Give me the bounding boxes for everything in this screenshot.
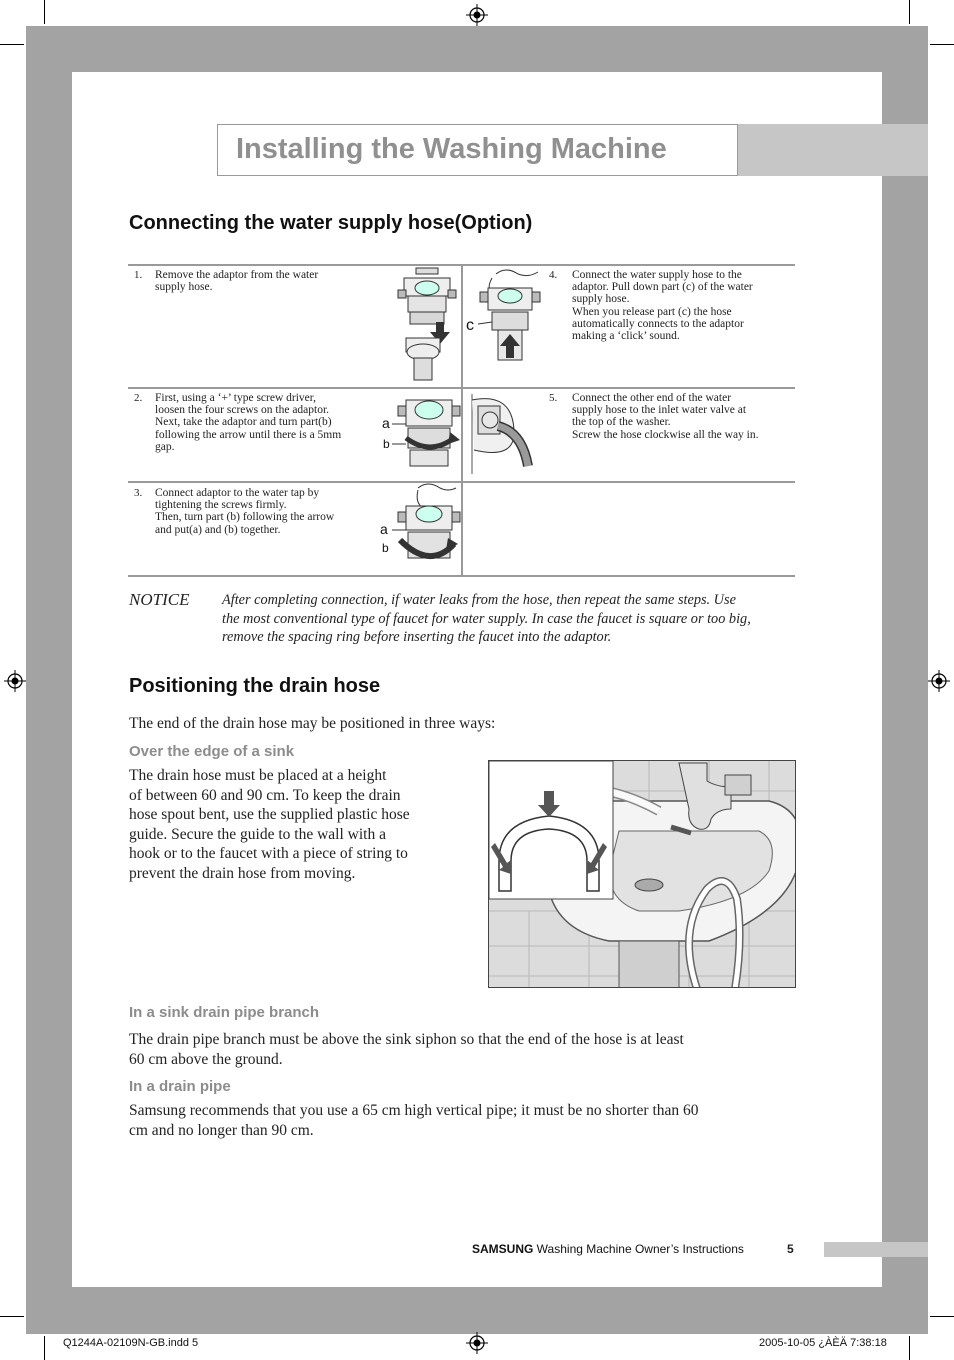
hose-connect-figure xyxy=(466,266,544,362)
label-b: b xyxy=(382,541,389,555)
subheading-drain-pipe: In a drain pipe xyxy=(129,1078,231,1095)
label-a: a xyxy=(380,521,388,537)
label-a: a xyxy=(382,415,390,431)
subheading-over-sink: Over the edge of a sink xyxy=(129,743,295,760)
registration-mark-icon xyxy=(4,670,26,692)
sink-pipe-branch-text: The drain pipe branch must be above the sink siphon so that the end of the hose is at least 60 cm above the ground. xyxy=(129,1031,684,1068)
page-number: 5 xyxy=(787,1242,794,1256)
over-sink-text: The drain hose must be placed at a height of between 60 and 90 cm. To keep the drain hose spout bent, use the supplied plastic hose guide. Secure the guide to the wall with a hook or to the faucet with a piece of string to prevent the drain hose from moving. xyxy=(129,767,410,882)
adaptor-tap-figure xyxy=(378,480,462,574)
footer-accent-bar xyxy=(824,1242,928,1257)
registration-mark-icon xyxy=(466,1332,488,1354)
registration-mark-icon xyxy=(928,670,950,692)
drain-pipe-text: Samsung recommends that you use a 65 cm high vertical pipe; it must be no shorter than 60 cm and no longer than 90 cm. xyxy=(129,1102,699,1139)
subheading-sink-pipe-branch: In a sink drain pipe branch xyxy=(129,1004,320,1021)
section-heading-drain-hose: Positioning the drain hose xyxy=(129,675,381,697)
page-frame-top xyxy=(26,26,928,72)
title-accent-bar xyxy=(738,124,928,176)
sink-drain-figure xyxy=(488,760,796,988)
slug-date: 2005-10-05 ¿ÀÈÄ 7:38:18 xyxy=(759,1337,887,1349)
page-title-box xyxy=(217,124,738,176)
notice-label: NOTICE xyxy=(129,590,190,609)
slug-filename: Q1244A-02109N-GB.indd 5 xyxy=(63,1337,199,1349)
footer-manual-name: Washing Machine Owner’s Instructions xyxy=(533,1242,744,1256)
drain-intro: The end of the drain hose may be positioned in three ways: xyxy=(129,715,496,732)
inlet-valve-figure xyxy=(470,390,542,478)
registration-mark-icon xyxy=(466,4,488,26)
section-heading-water-supply: Connecting the water supply hose(Option) xyxy=(129,212,533,234)
page-frame-left xyxy=(26,26,72,1334)
label-c: c xyxy=(466,317,474,334)
footer-brand: SAMSUNG xyxy=(472,1242,534,1256)
label-b: b xyxy=(383,437,390,451)
page-frame-right xyxy=(882,26,928,1334)
page-frame-bottom xyxy=(26,1287,928,1334)
notice-text: After completing connection, if water leaks from the hose, then repeat the same steps. Use the most conventional type of faucet for water supply. In case the faucet is square or too big, remove the spacing ring before inserting the faucet into the adaptor. xyxy=(222,592,751,645)
adaptor-loosen-figure xyxy=(380,388,462,476)
adaptor-removal-figure xyxy=(392,266,462,384)
page-title: Installing the Washing Machine xyxy=(236,133,667,165)
sink-illustration xyxy=(489,761,796,988)
footer-text xyxy=(472,1242,744,1256)
